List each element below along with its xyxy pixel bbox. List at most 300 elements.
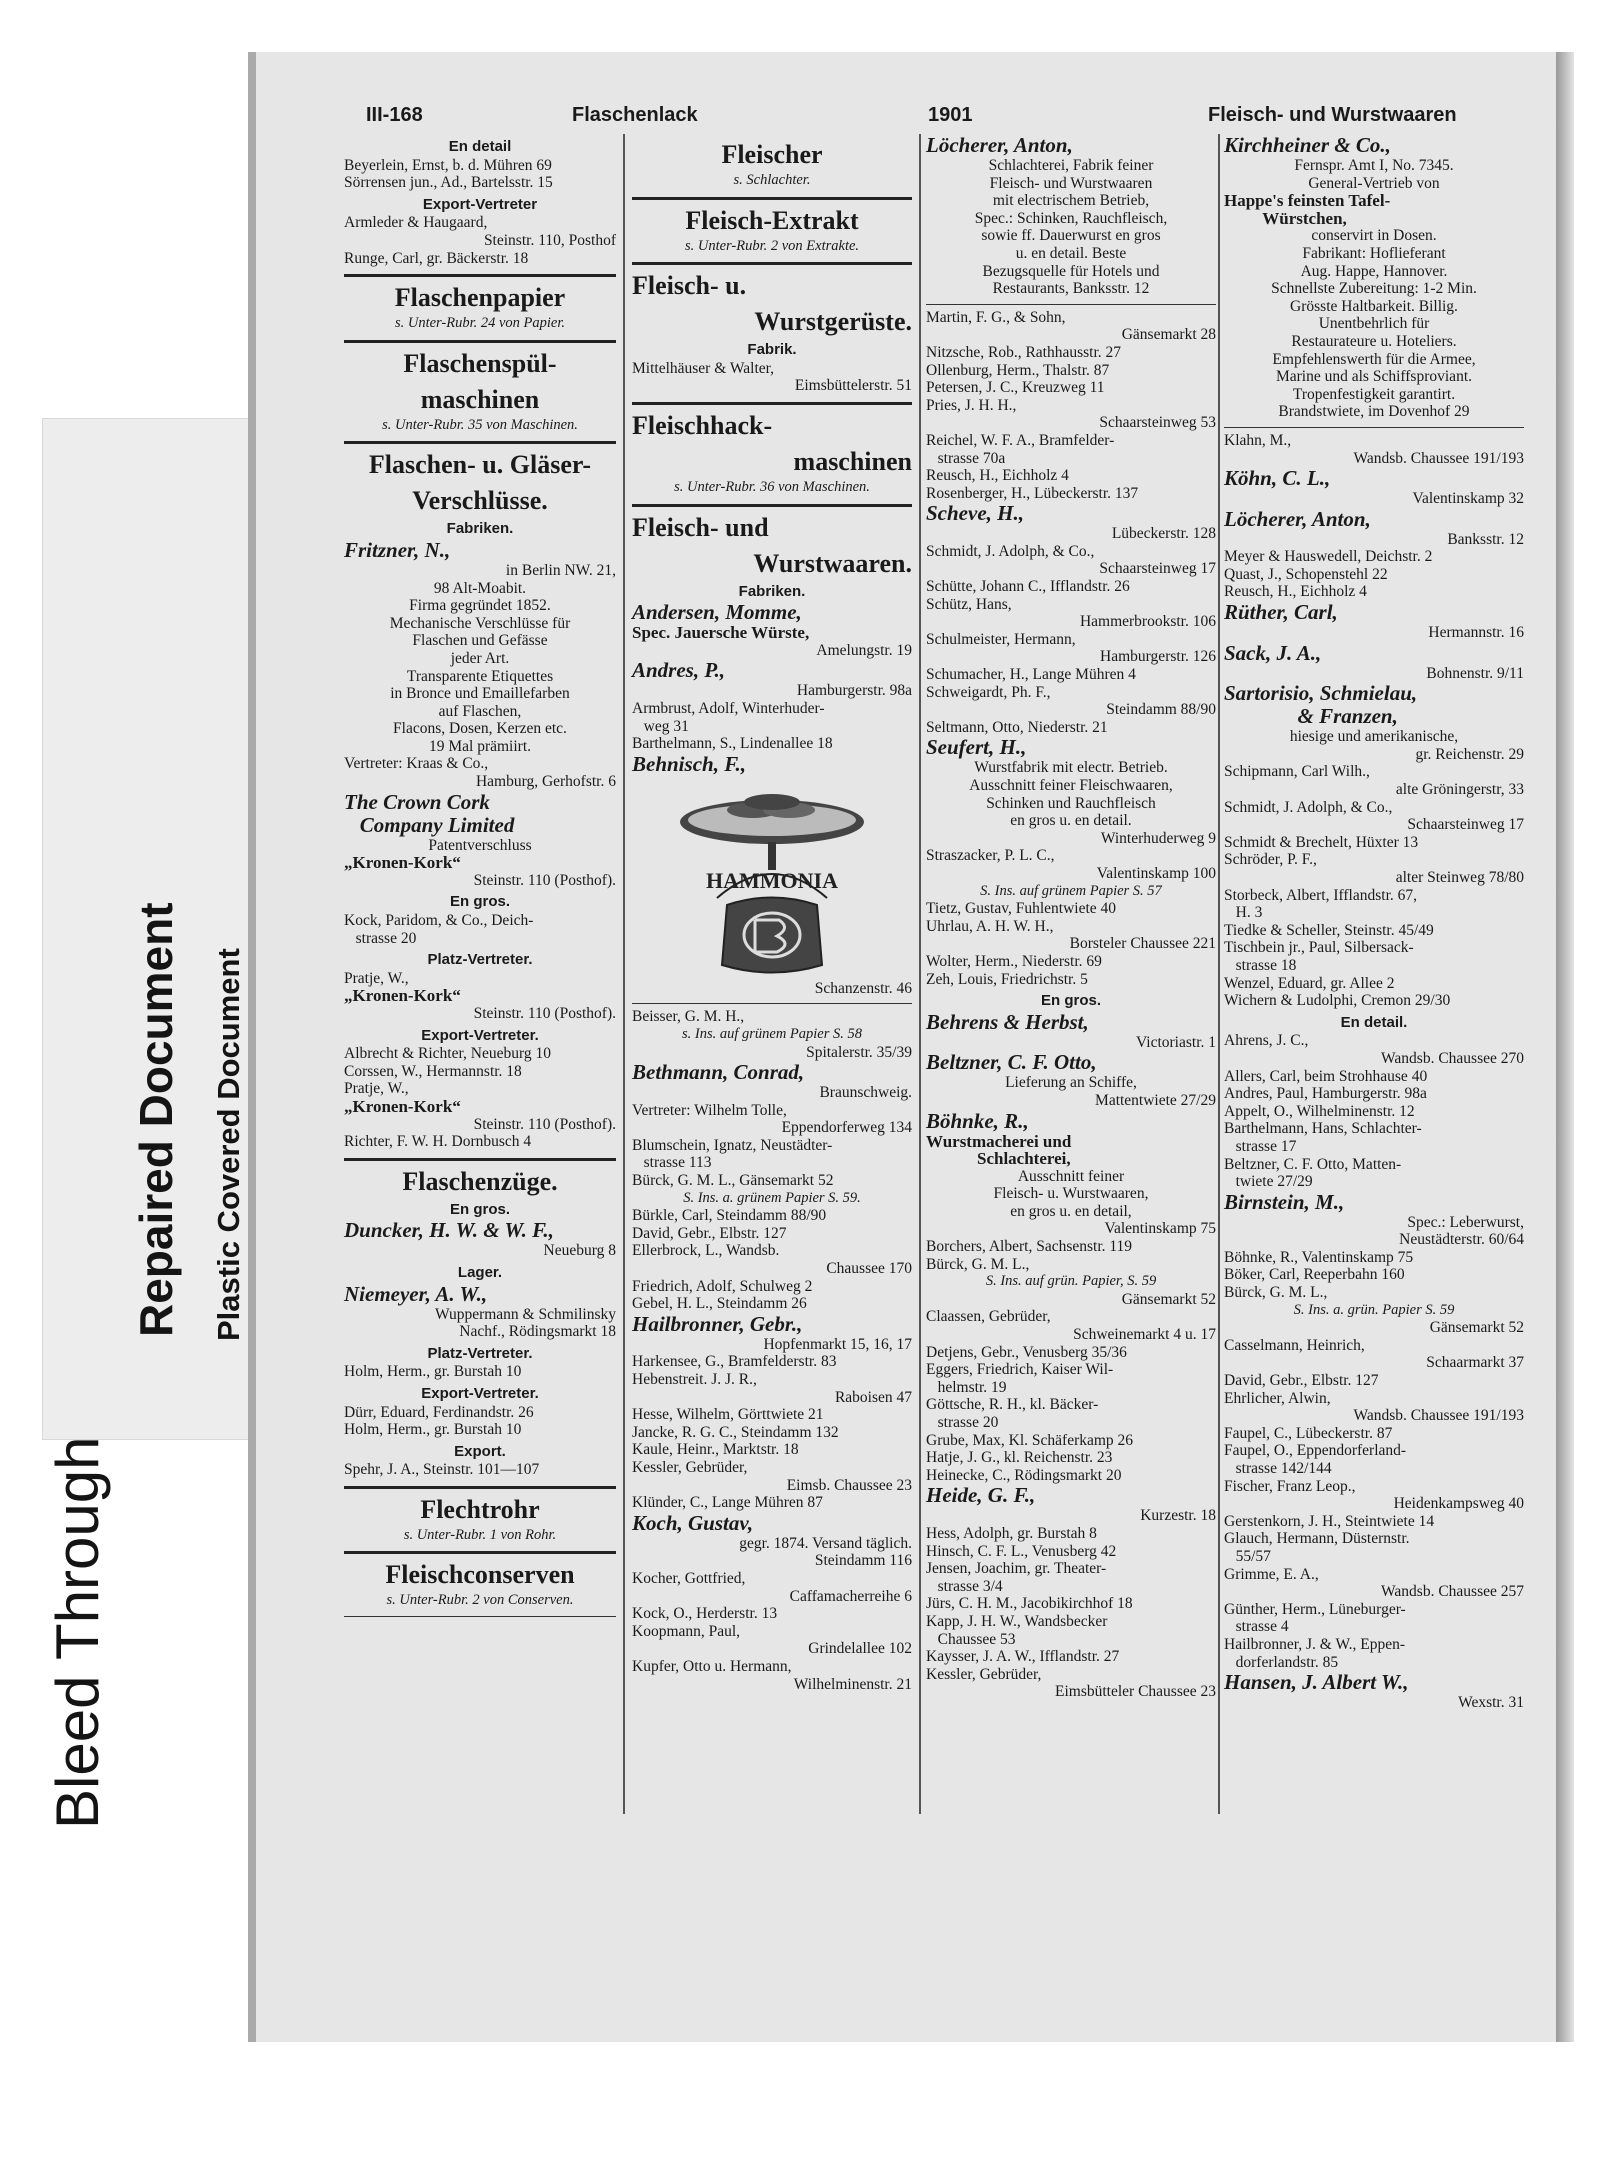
header-left-title: Flaschenlack xyxy=(572,104,698,126)
category-heading: Fleischconserven xyxy=(385,1560,575,1590)
entry-note: Fabrikant: Hoflieferant xyxy=(1302,244,1446,262)
entry: Klünder, C., Lange Mühren 87 xyxy=(632,1494,823,1512)
firm-name: Scheve, H., xyxy=(926,501,1024,526)
entry-address: Neustädterstr. 60/64 xyxy=(1399,1231,1524,1249)
firm-name: Löcherer, Anton, xyxy=(926,133,1073,157)
entry-address: Hammerbrookstr. 106 xyxy=(1079,613,1216,631)
category-heading: Flaschen- u. Gläser- xyxy=(368,450,592,480)
entry-note: conservirt in Dosen. xyxy=(1311,227,1437,245)
entry-note: Lieferung an Schiffe, xyxy=(1005,1074,1137,1092)
entry-note: Patentverschluss xyxy=(428,836,532,854)
entry: Barthelmann, Hans, Schlachter- xyxy=(1224,1120,1422,1138)
firm-name: Andres, P., xyxy=(632,658,725,683)
entry-address: Steinstr. 110, Posthof xyxy=(483,231,616,249)
entry: Reusch, H., Eichholz 4 xyxy=(926,467,1069,485)
entry-address: Valentinskamp 100 xyxy=(1096,864,1216,882)
category-heading: Fleisch- und xyxy=(632,512,769,542)
entry-address: Victoriastr. 1 xyxy=(1136,1033,1216,1051)
entry: Pratje, W., xyxy=(344,1080,409,1098)
entry: Günther, Herm., Lüneburger- xyxy=(1224,1600,1406,1618)
entry: strasse 17 xyxy=(1224,1137,1297,1155)
entry: Hebenstreit. J. J. R., xyxy=(632,1371,757,1388)
column-divider xyxy=(1218,134,1220,1814)
section-rule xyxy=(344,441,616,444)
entry: Richter, F. W. H. Dornbusch 4 xyxy=(344,1133,532,1151)
entry-address: Lübeckerstr. 128 xyxy=(1111,525,1216,543)
cross-reference: s. Ins. auf grünem Papier S. 58 xyxy=(681,1025,863,1042)
entry: Borchers, Albert, Sachsenstr. 119 xyxy=(926,1238,1133,1256)
entry-address: Nachf., Rödingsmarkt 18 xyxy=(459,1323,616,1341)
category-heading: maschinen xyxy=(420,384,540,414)
firm-name: Behnisch, F., xyxy=(632,751,746,776)
bold-note: Happe's feinsten Tafel- xyxy=(1224,191,1391,211)
entry-address: Gänsemarkt 28 xyxy=(1121,326,1216,344)
entry: Tietz, Gustav, Fuhlentwiete 40 xyxy=(926,900,1117,918)
entry-address: Wexstr. 31 xyxy=(1458,1694,1524,1712)
entry: Barthelmann, S., Lindenallee 18 xyxy=(632,735,833,753)
entry: Appelt, O., Wilhelminenstr. 12 xyxy=(1224,1102,1415,1120)
entry: Ehrlicher, Alwin, xyxy=(1224,1389,1331,1407)
entry: Göttsche, R. H., kl. Bäcker- xyxy=(926,1396,1099,1414)
entry-address: Schanzenstr. 46 xyxy=(814,979,912,997)
category-heading: Fleischer xyxy=(721,140,823,169)
entry-note: Fleisch- u. Wurstwaaren, xyxy=(993,1185,1149,1203)
entry: Grimme, E. A., xyxy=(1224,1565,1319,1583)
entry: Andres, Paul, Hamburgerstr. 98a xyxy=(1224,1085,1427,1103)
firm-name: & Franzen, xyxy=(1224,704,1398,729)
entry: Bürck, G. M. L., xyxy=(926,1255,1030,1273)
entry-note: jeder Art. xyxy=(450,649,510,667)
entry-note: Ausschnitt feiner xyxy=(1017,1167,1125,1185)
entry-note: Fleisch- und Wurstwaaren xyxy=(989,174,1153,192)
entry: Hailbronner, J. & W., Eppen- xyxy=(1224,1635,1406,1653)
entry: Schmidt & Brechelt, Hüxter 13 xyxy=(1224,833,1419,851)
section-rule xyxy=(632,402,912,405)
firm-name: Böhnke, R., xyxy=(926,1108,1029,1133)
entry: Jürs, C. H. M., Jacobikirchhof 18 xyxy=(926,1595,1133,1613)
entry-note: Grösste Haltbarkeit. Billig. xyxy=(1290,297,1458,315)
entry: Bürck, G. M. L., xyxy=(1224,1284,1328,1302)
entry: strasse 4 xyxy=(1224,1618,1289,1636)
firm-name: Duncker, H. W. & W. F., xyxy=(344,1218,554,1243)
column-3 xyxy=(926,134,1216,1701)
entry: Schmidt, J. Adolph, & Co., xyxy=(1224,798,1393,816)
entry: Faupel, C., Lübeckerstr. 87 xyxy=(1224,1424,1393,1442)
entry-address: Hamburgerstr. 98a xyxy=(796,682,912,700)
subheading: Platz-Vertreter. xyxy=(427,951,533,969)
entry: H. 3 xyxy=(1224,904,1263,922)
entry-address: Steinstr. 110 (Posthof). xyxy=(473,1005,616,1022)
entry-address: Eimsbüttelerstr. 51 xyxy=(794,377,912,395)
entry: Claassen, Gebrüder, xyxy=(926,1308,1051,1326)
entry-note: auf Flaschen, xyxy=(438,702,522,720)
entry-address: Hamburgerstr. 126 xyxy=(1100,648,1216,666)
entry-address: Schaarsteinweg 17 xyxy=(1099,560,1216,578)
cross-reference: S. Ins. a. grün. Papier S. 59 xyxy=(1293,1301,1455,1318)
entry: David, Gebr., Elbstr. 127 xyxy=(632,1224,787,1242)
entry: strasse 70a xyxy=(926,449,1006,467)
entry-note: Fernspr. Amt I, No. 7345. xyxy=(1294,157,1454,174)
entry: strasse 142/144 xyxy=(1224,1460,1332,1477)
entry-address: gr. Reichenstr. 29 xyxy=(1415,745,1524,763)
entry: Spehr, J. A., Steinstr. 101—107 xyxy=(344,1461,540,1479)
section-rule xyxy=(632,262,912,265)
entry-address: Grindelallee 102 xyxy=(808,1640,912,1658)
entry: dorferlandstr. 85 xyxy=(1224,1653,1339,1671)
cross-reference: s. Schlachter. xyxy=(733,172,811,188)
cross-reference: s. Unter-Rubr. 2 von Extrakte. xyxy=(684,237,860,254)
entry-address: Mattentwiete 27/29 xyxy=(1095,1091,1216,1109)
entry: Beisser, G. M. H., xyxy=(632,1008,745,1026)
archive-stamp xyxy=(42,418,264,1829)
entry-address: Valentinskamp 32 xyxy=(1412,490,1524,508)
entry-address: Steinstr. 110 (Posthof). xyxy=(473,1115,616,1133)
entry-note: in Bronce und Emaillefarben xyxy=(390,685,570,703)
entry: Harkensee, G., Bramfelderstr. 83 xyxy=(632,1353,837,1371)
entry: weg 31 xyxy=(632,717,689,735)
entry-address: Wuppermann & Schmilinsky xyxy=(434,1305,616,1323)
entry-note: Bezugsquelle für Hotels und xyxy=(982,262,1160,280)
entry: Kapp, J. H. W., Wandsbecker xyxy=(926,1612,1108,1630)
entry: Mittelhäuser & Walter, xyxy=(632,359,775,377)
entry-address: Wandsb. Chaussee 257 xyxy=(1381,1583,1524,1601)
bold-note: Wurstmacherei und xyxy=(926,1131,1072,1151)
firm-name: The Crown Cork xyxy=(344,789,490,814)
entry: Wichern & Ludolphi, Cremon 29/30 xyxy=(1224,992,1451,1010)
entry-address: Valentinskamp 75 xyxy=(1104,1220,1216,1238)
entry: strasse 18 xyxy=(1224,956,1297,974)
entry-address: Schaarmarkt 37 xyxy=(1426,1354,1524,1372)
bold-note: Würstchen, xyxy=(1224,208,1347,228)
entry-address: alte Gröningerstr, 33 xyxy=(1395,781,1524,799)
entry: Kessler, Gebrüder, xyxy=(632,1458,748,1476)
section-rule xyxy=(632,197,912,200)
logo-lettering: HAMMONIA xyxy=(706,867,838,893)
entry-note: 98 Alt-Moabit. xyxy=(433,579,527,597)
entry: strasse 20 xyxy=(926,1414,999,1431)
entry: Kupfer, Otto u. Hermann, xyxy=(632,1657,792,1675)
entry: Hess, Adolph, gr. Burstah 8 xyxy=(926,1524,1097,1542)
entry: strasse 113 xyxy=(632,1154,712,1172)
entry: Vertreter: Wilhelm Tolle, xyxy=(632,1101,787,1119)
entry-address: gegr. 1874. Versand täglich. xyxy=(739,1534,912,1552)
entry: Hinsch, C. F. L., Venusberg 42 xyxy=(926,1542,1117,1560)
entry: Sörrensen jun., Ad., Bartelsstr. 15 xyxy=(344,174,553,192)
firm-name: Bethmann, Conrad, xyxy=(632,1060,805,1085)
subheading: Lager. xyxy=(457,1263,503,1281)
hammonia-logo xyxy=(632,780,912,980)
entry-note: Ausschnitt feiner Fleischwaaren, xyxy=(969,777,1173,794)
entry: Schütte, Johann C., Ifflandstr. 26 xyxy=(926,578,1130,596)
entry-note: General-Vertrieb von xyxy=(1308,174,1440,192)
section-rule xyxy=(344,1616,616,1617)
bold-note: „Kronen-Kork“ xyxy=(344,986,461,1006)
column-2 xyxy=(632,134,912,1693)
entry: helmstr. 19 xyxy=(926,1378,1007,1396)
entry: Kessler, Gebrüder, xyxy=(926,1665,1042,1683)
entry: Böhnke, R., Valentinskamp 75 xyxy=(1224,1248,1414,1266)
entry: Quast, J., Schopenstehl 22 xyxy=(1224,565,1388,583)
entry-address: Banksstr. 12 xyxy=(1447,530,1524,548)
entry-address: in Berlin NW. 21, xyxy=(505,561,616,579)
firm-name: Köhn, C. L., xyxy=(1224,466,1331,491)
category-heading: Fleisch-Extrakt xyxy=(685,205,859,235)
firm-name: Hailbronner, Gebr., xyxy=(632,1311,803,1336)
entry: Tischbein jr., Paul, Silbersack- xyxy=(1224,939,1414,957)
entry-note: sowie ff. Dauerwurst en gros xyxy=(981,227,1161,245)
section-rule xyxy=(344,1551,616,1554)
firm-name: Fritzner, N., xyxy=(344,537,451,562)
subheading: Export-Vertreter. xyxy=(421,1026,539,1044)
entry: Kock, Paridom, & Co., Deich- xyxy=(344,912,534,930)
entry-address: Bohnenstr. 9/11 xyxy=(1426,664,1524,682)
section-rule xyxy=(926,304,1216,305)
page-number: III-168 xyxy=(366,104,423,126)
category-heading: Flaschenpapier xyxy=(394,283,566,313)
entry: Hatje, J. G., kl. Reichenstr. 23 xyxy=(926,1449,1113,1467)
entry: Bürck, G. M. L., Gänsemarkt 52 xyxy=(632,1172,834,1190)
entry: Schröder, P. F., xyxy=(1224,851,1317,869)
entry: Schumacher, H., Lange Mühren 4 xyxy=(926,666,1136,684)
entry: Schweigardt, Ph. F., xyxy=(926,683,1051,701)
entry: Faupel, O., Eppendorferland- xyxy=(1224,1442,1407,1460)
entry: Jensen, Joachim, gr. Theater- xyxy=(926,1560,1107,1578)
entry-address: Gänsemarkt 52 xyxy=(1429,1319,1524,1337)
entry: Bürkle, Carl, Steindamm 88/90 xyxy=(632,1207,827,1225)
entry-note: hiesige und amerikanische, xyxy=(1289,728,1459,746)
entry: Pries, J. H. H., xyxy=(926,396,1017,414)
entry: Blumschein, Ignatz, Neustädter- xyxy=(632,1136,833,1154)
entry-address: Schaarsteinweg 53 xyxy=(1099,414,1216,432)
entry-address: Steindamm 116 xyxy=(814,1552,912,1570)
entry-address: Hopfenmarkt 15, 16, 17 xyxy=(763,1335,912,1353)
stamp-bleed-through: Bleed Through xyxy=(44,1436,111,1829)
entry: 55/57 xyxy=(1224,1547,1271,1565)
subheading: Export. xyxy=(454,1442,506,1460)
entry-note: Mechanische Verschlüsse für xyxy=(389,614,571,632)
category-heading: maschinen xyxy=(793,446,912,476)
entry-note: Schinken und Rauchfleisch xyxy=(986,794,1156,812)
entry-note: u. en detail. Beste xyxy=(1015,244,1127,262)
entry: Hesse, Wilhelm, Görttwiete 21 xyxy=(632,1406,824,1424)
entry-address: alter Steinweg 78/80 xyxy=(1395,869,1524,886)
subheading: En detail xyxy=(448,138,512,155)
entry: Vertreter: Kraas & Co., xyxy=(344,755,489,773)
entry: Grube, Max, Kl. Schäferkamp 26 xyxy=(926,1431,1134,1449)
entry-note: Flaschen und Gefässe xyxy=(412,632,548,650)
firm-name: Sack, J. A., xyxy=(1224,640,1322,665)
entry-address: Wilhelminenstr. 21 xyxy=(793,1675,912,1693)
entry: Klahn, M., xyxy=(1224,431,1292,449)
entry: Wolter, Herm., Niederstr. 69 xyxy=(926,952,1102,970)
entry: Nitzsche, Rob., Rathhausstr. 27 xyxy=(926,343,1122,361)
section-rule xyxy=(632,1003,912,1004)
entry-address: Spec.: Leberwurst, xyxy=(1407,1213,1524,1231)
subheading: Platz-Vertreter. xyxy=(427,1344,533,1362)
subheading: En gros. xyxy=(449,893,510,911)
header-year: 1901 xyxy=(928,104,973,126)
category-heading: Flechtrohr xyxy=(420,1494,540,1524)
column-1 xyxy=(344,134,616,1621)
entry-address: Neueburg 8 xyxy=(543,1242,616,1260)
entry: Reusch, H., Eichholz 4 xyxy=(1224,583,1367,601)
directory-page xyxy=(248,52,1564,2042)
entry: Uhrlau, A. H. W. H., xyxy=(926,917,1054,935)
entry: twiete 27/29 xyxy=(1224,1173,1313,1191)
subheading: Fabriken. xyxy=(446,520,514,538)
entry-address: Wandsb. Chaussee 191/193 xyxy=(1353,449,1524,467)
entry: Glauch, Hermann, Düsternstr. xyxy=(1224,1530,1410,1548)
entry-note: en gros u. en detail, xyxy=(1010,1202,1132,1220)
cross-reference: s. Unter-Rubr. 24 von Papier. xyxy=(394,315,566,332)
entry: Dürr, Eduard, Ferdinandstr. 26 xyxy=(344,1403,534,1421)
firm-name: Koch, Gustav, xyxy=(632,1510,754,1535)
cross-reference: S. Ins. a. grünem Papier S. 59. xyxy=(683,1189,861,1206)
stamp-plastic-covered: Plastic Covered Document xyxy=(211,948,246,1341)
entry-address: Wandsb. Chaussee 191/193 xyxy=(1353,1407,1524,1425)
firm-name: Behrens & Herbst, xyxy=(926,1009,1089,1034)
header-right-title: Fleisch- und Wurstwaaren xyxy=(1208,104,1457,126)
entry: Armleder & Haugaard, xyxy=(344,214,488,232)
entry: Corssen, W., Hermannstr. 18 xyxy=(344,1062,522,1080)
entry: Kock, O., Herderstr. 13 xyxy=(632,1605,778,1623)
section-rule xyxy=(632,504,912,507)
entry-note: mit electrischem Betrieb, xyxy=(992,192,1150,210)
entry-address: Heidenkampsweg 40 xyxy=(1393,1495,1524,1513)
entry-address: Schweinemarkt 4 u. 17 xyxy=(1073,1326,1216,1344)
entry: Meyer & Hauswedell, Deichstr. 2 xyxy=(1224,548,1433,566)
firm-name: Seufert, H., xyxy=(926,735,1027,760)
entry: Ollenburg, Herm., Thalstr. 87 xyxy=(926,361,1110,379)
firm-name: Heide, G. F., xyxy=(926,1483,1036,1508)
section-rule xyxy=(344,1486,616,1489)
entry-address: Wandsb. Chaussee 270 xyxy=(1381,1049,1524,1067)
subheading: Fabriken. xyxy=(738,582,806,600)
entry: Kocher, Gottfried, xyxy=(632,1569,746,1587)
entry: Schmidt, J. Adolph, & Co., xyxy=(926,542,1095,560)
entry: Schipmann, Carl Wilh., xyxy=(1224,763,1370,781)
entry-address: Hermannstr. 16 xyxy=(1428,624,1524,642)
entry: Ellerbrock, L., Wandsb. xyxy=(632,1242,780,1260)
hammonia-logo-image xyxy=(657,780,887,980)
cross-reference: s. Unter-Rubr. 35 von Maschinen. xyxy=(382,416,578,433)
entry-address: Kurzestr. 18 xyxy=(1140,1507,1216,1525)
category-heading: Verschlüsse. xyxy=(412,486,548,516)
entry: Friedrich, Adolf, Schulweg 2 xyxy=(632,1277,813,1295)
entry-note: Spec.: Schinken, Rauchfleisch, xyxy=(974,209,1168,227)
entry: Beltzner, C. F. Otto, Matten- xyxy=(1224,1155,1402,1173)
category-heading: Fleischhack- xyxy=(632,410,773,440)
entry-address: Borsteler Chaussee 221 xyxy=(1069,935,1216,953)
entry: Heinecke, C., Rödingsmarkt 20 xyxy=(926,1466,1122,1484)
entry: Eggers, Friedrich, Kaiser Wil- xyxy=(926,1361,1114,1379)
entry-note: en gros u. en detail. xyxy=(1010,812,1132,830)
entry-note: Restaurants, Banksstr. 12 xyxy=(992,280,1150,298)
entry-address: Steindamm 88/90 xyxy=(1106,701,1216,719)
entry-address: Winterhuderweg 9 xyxy=(1100,829,1216,847)
entry: Reichel, W. F. A., Bramfelder- xyxy=(926,431,1115,449)
entry: Böker, Carl, Reeperbahn 160 xyxy=(1224,1266,1405,1284)
entry: Runge, Carl, gr. Bäckerstr. 18 xyxy=(344,249,529,267)
entry: Beyerlein, Ernst, b. d. Mühren 69 xyxy=(344,156,552,174)
entry: Casselmann, Heinrich, xyxy=(1224,1336,1365,1354)
entry-note: Firma gegründet 1852. xyxy=(409,597,551,615)
entry: Petersen, J. C., Kreuzweg 11 xyxy=(926,379,1105,397)
entry: Kaysser, J. A. W., Ifflandstr. 27 xyxy=(926,1648,1120,1666)
entry: Albrecht & Richter, Neueburg 10 xyxy=(344,1045,551,1063)
section-rule xyxy=(344,340,616,343)
section-rule xyxy=(344,1158,616,1161)
cross-reference: S. Ins. auf grünem Papier S. 57 xyxy=(980,882,1162,899)
subheading: En detail. xyxy=(1340,1013,1408,1031)
firm-name: Hansen, J. Albert W., xyxy=(1224,1670,1409,1695)
bold-note: Schlachterei, xyxy=(926,1149,1071,1169)
entry: David, Gebr., Elbstr. 127 xyxy=(1224,1372,1379,1390)
entry-address: Raboisen 47 xyxy=(834,1388,912,1406)
subheading: En gros. xyxy=(449,1200,510,1218)
entry: Chaussee 53 xyxy=(926,1630,1016,1648)
firm-name: Company Limited xyxy=(344,812,515,837)
firm-name: Birnstein, M., xyxy=(1224,1189,1345,1214)
firm-name: Kirchheiner & Co., xyxy=(1224,133,1391,157)
entry: Detjens, Gebr., Venusberg 35/36 xyxy=(926,1343,1127,1361)
entry: Schulmeister, Hermann, xyxy=(926,630,1076,648)
entry-note: Empfehlenswerth für die Armee, xyxy=(1272,350,1476,368)
entry: Gebel, H. L., Steindamm 26 xyxy=(632,1295,807,1313)
entry-address: Hamburg, Gerhofstr. 6 xyxy=(475,773,616,791)
subheading: En gros. xyxy=(1040,992,1101,1010)
cross-reference: S. Ins. auf grün. Papier, S. 59 xyxy=(985,1273,1157,1290)
entry: Martin, F. G., & Sohn, xyxy=(926,308,1066,326)
entry: strasse 20 xyxy=(344,929,417,947)
column-divider xyxy=(623,134,625,1814)
firm-name: Beltzner, C. F. Otto, xyxy=(926,1050,1097,1075)
category-heading: Flaschenzüge. xyxy=(402,1166,558,1196)
firm-name: Niemeyer, A. W., xyxy=(344,1281,488,1306)
entry: Schütz, Hans, xyxy=(926,595,1012,613)
entry: Pratje, W., xyxy=(344,969,409,987)
cross-reference: s. Unter-Rubr. 36 von Maschinen. xyxy=(674,478,870,495)
entry-note: Marine und als Schiffsproviant. xyxy=(1275,368,1472,386)
section-rule xyxy=(1224,427,1524,428)
entry: Storbeck, Albert, Ifflandstr. 67, xyxy=(1224,886,1418,904)
entry-address: Eppendorferweg 134 xyxy=(781,1119,912,1137)
entry-note: Aug. Happe, Hannover. xyxy=(1300,262,1448,280)
bold-note: „Kronen-Kork“ xyxy=(344,1096,461,1116)
category-heading: Wurstgerüste. xyxy=(754,307,912,337)
entry-address: Braunschweig. xyxy=(819,1084,912,1102)
entry-address: Gänsemarkt 52 xyxy=(1121,1290,1216,1308)
subheading: Export-Vertreter. xyxy=(421,1384,539,1402)
entry-note: Wurstfabrik mit electr. Betrieb. xyxy=(974,759,1168,777)
entry-note: Tropenfestigkeit garantirt. xyxy=(1292,385,1456,403)
entry: Armbrust, Adolf, Winterhuder- xyxy=(632,699,825,717)
firm-name: Andersen, Momme, xyxy=(632,600,802,625)
category-heading: Fleisch- u. xyxy=(632,271,747,301)
category-heading: Flaschenspül- xyxy=(403,348,557,378)
entry-address: Chaussee 170 xyxy=(826,1260,912,1278)
firm-name: Löcherer, Anton, xyxy=(1224,506,1371,531)
entry-address: Schaarsteinweg 17 xyxy=(1407,816,1524,834)
entry: Wenzel, Eduard, gr. Allee 2 xyxy=(1224,974,1395,992)
entry: strasse 3/4 xyxy=(926,1577,1003,1595)
entry: Kaule, Heinr., Marktstr. 18 xyxy=(632,1441,799,1459)
entry: Seltmann, Otto, Niederstr. 21 xyxy=(926,718,1108,736)
entry-address: Eimsb. Chaussee 23 xyxy=(786,1476,912,1494)
entry: Holm, Herm., gr. Burstah 10 xyxy=(344,1421,522,1439)
entry: Fischer, Franz Leop., xyxy=(1224,1477,1356,1495)
entry-address: Eimsbütteler Chaussee 23 xyxy=(1055,1683,1216,1701)
